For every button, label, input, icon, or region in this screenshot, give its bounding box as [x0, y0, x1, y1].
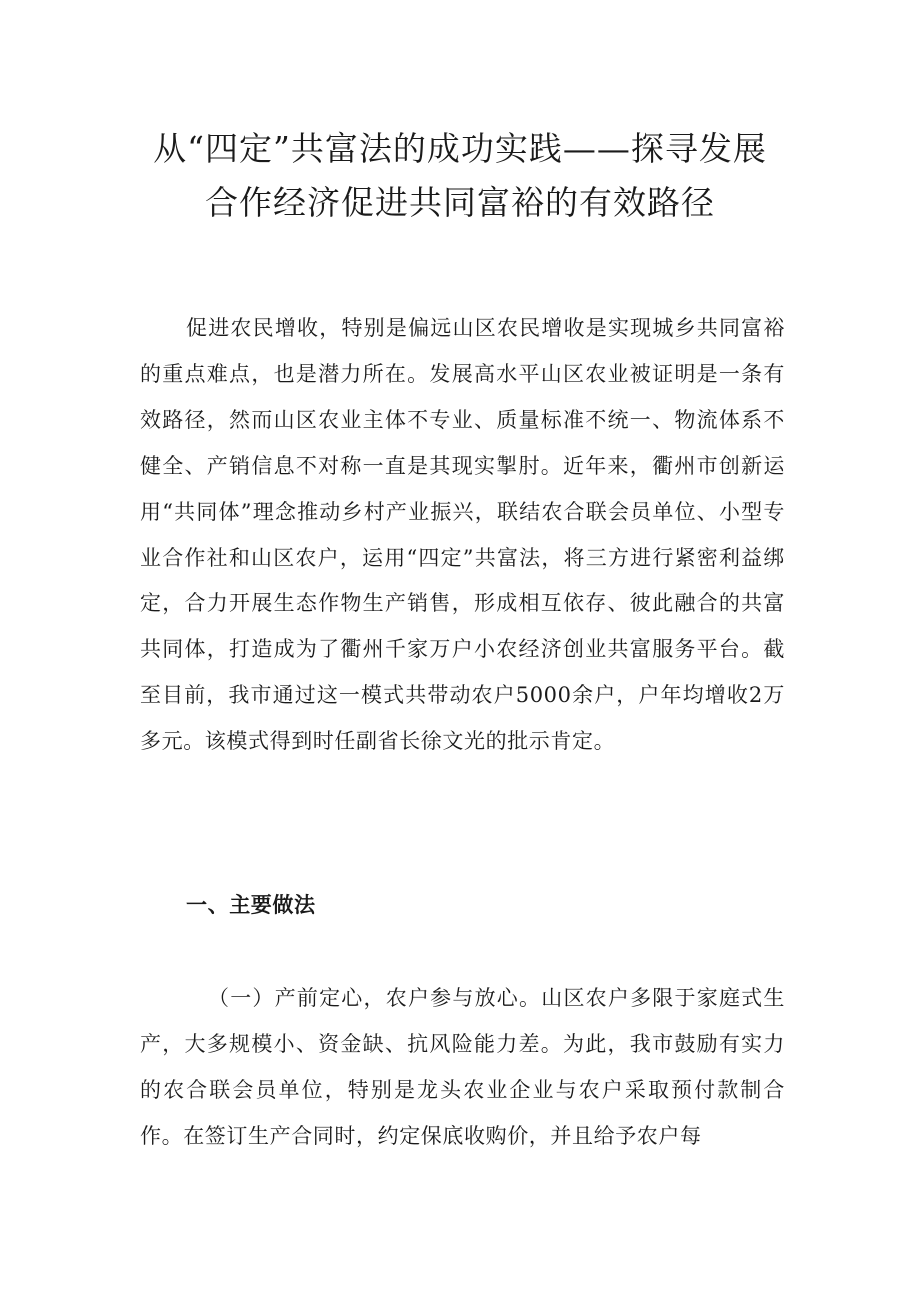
document-title-line-2: 合作经济促进共同富裕的有效路径 — [205, 183, 715, 222]
section-heading: 一、主要做法 — [186, 892, 316, 917]
intro-paragraph: 促进农民增收，特别是偏远山区农民增收是实现城乡共同富裕的重点难点，也是潜力所在。发展高水平山区农业被证明是一条有效路径，然而山区农业主体不专业、质量标准不统一、物流体系不健全、产销信息不对称一直是其现实掣肘。近年来，衢州市创新运用“共同体”理念推动乡村产业振兴，联结农合联会员单位、小型专业合作社和山区农户，运用“四定”共富法，将三方进行紧密利益绑定，合力开展生态作物生产销售，形成相互依存、彼此融合的共富共同体，打造成为了衢州千家万户小农经济创业共富服务平台。截至目前，我市通过这一模式共带动农户5000余户，户年均增收2万多元。该模式得到时任副省长徐文光的批示肯定。 — [140, 316, 785, 754]
document-title-line-1: 从“四定”共富法的成功实践——探寻发展 — [153, 129, 767, 168]
section-paragraph: （一）产前定心，农户参与放心。山区农户多限于家庭式生产，大多规模小、资金缺、抗风险能力差。为此，我市鼓励有实力的农合联会员单位，特别是龙头农业企业与农户采取预付款制合作。在签订生产合同时，约定保底收购价，并且给予农户每 — [140, 986, 785, 1148]
